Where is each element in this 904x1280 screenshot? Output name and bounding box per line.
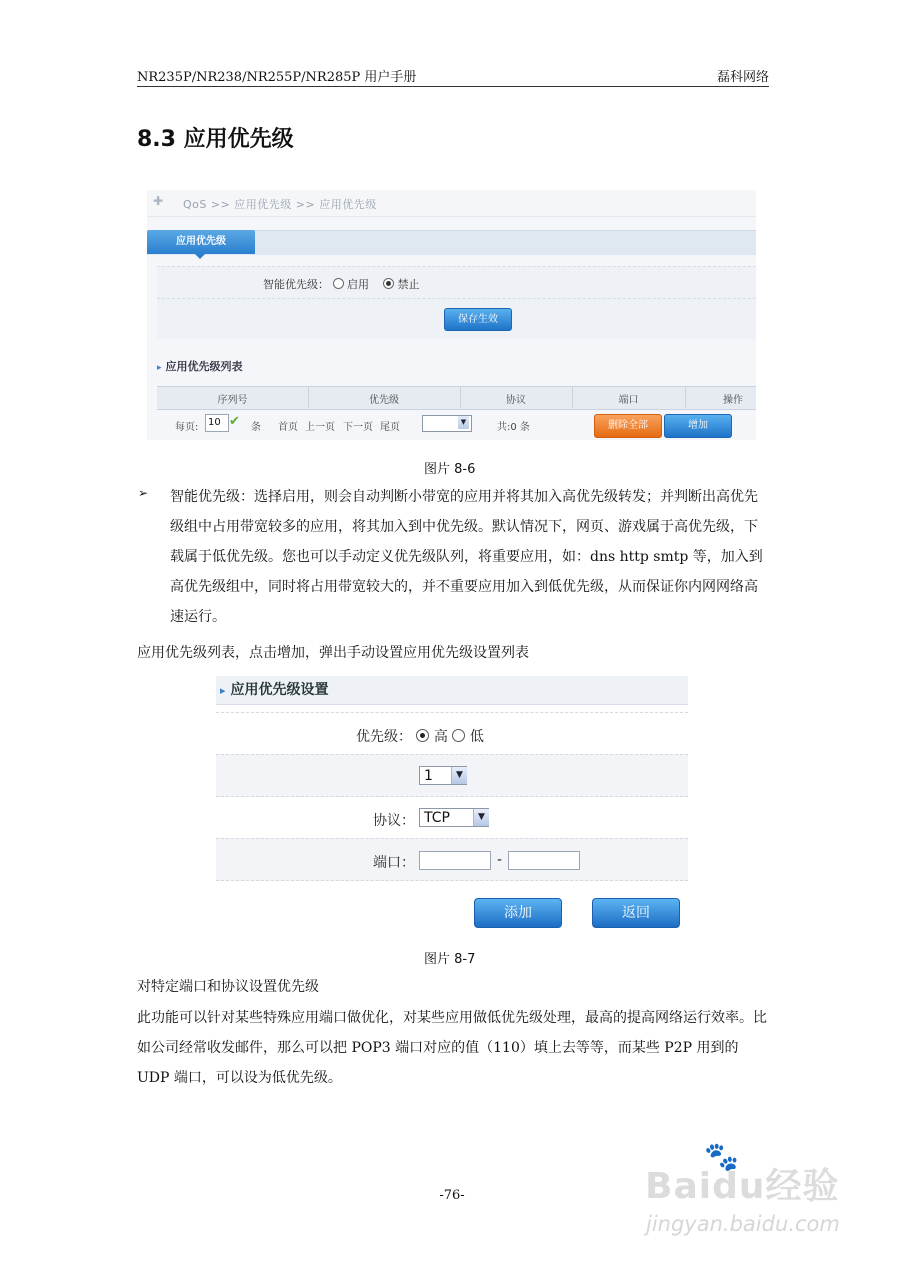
radio-enable[interactable] [333,278,344,289]
smart-priority-label: 智能优先级： [263,278,329,291]
priority-settings-screenshot [216,676,688,932]
port-dash: - [497,852,503,868]
first-page-link[interactable]: 首页 [278,422,298,433]
protocol-select[interactable]: TCP [419,808,489,827]
total-count: 共:0 条 [497,422,530,433]
last-page-link[interactable]: 尾页 [380,422,400,433]
page-number: -76- [439,1188,465,1203]
chevron-down-icon[interactable]: ▼ [473,809,489,826]
radio-disable-label: 禁止 [397,278,420,291]
settings-title: ▸ 应用优先级设置 [220,679,329,699]
port-protocol-description: 此功能可以针对某些特殊应用端口做优化，对某些应用做低优先级处理，最高的提高网络运行效率。比如公司经常收发邮件，那么可以把 POP3 端口对应的值（110）填上去等等，而某些 P2P 用到的 UDP 端口，可以设为低优先级。 [137,1010,767,1086]
priority-field [356,726,484,746]
col-priority: 优先级 [369,395,399,406]
bullet-arrow-icon: ➢ [138,486,149,500]
col-divider [685,386,686,408]
per-page-label: 每页: [175,422,199,433]
smart-priority-field [263,276,420,292]
port-label: 端口： [373,855,415,871]
radio-high[interactable] [416,729,429,742]
radio-high-label: 高 [433,729,448,745]
per-page-input[interactable]: 10 [205,414,229,432]
prev-page-link[interactable]: 上一页 [305,422,335,433]
next-page-link[interactable]: 下一页 [343,422,373,433]
back-button[interactable]: 返回 [592,898,680,928]
add-entry-button[interactable]: 添加 [474,898,562,928]
radio-low[interactable] [452,729,465,742]
tab-app-priority[interactable]: 应用优先级 [147,230,255,254]
section-title: 8.3 应用优先级 [137,127,294,152]
col-action: 操作 [723,395,743,406]
chevron-down-icon[interactable]: ▼ [458,416,469,429]
add-button[interactable]: 增加 [664,414,732,438]
save-button[interactable]: 保存生效 [444,308,512,331]
breadcrumb[interactable]: QoS >> 应用优先级 >> 应用优先级 [183,198,377,211]
figure-caption: 图片 8-7 [424,952,476,967]
port-to-input[interactable] [508,851,580,870]
radio-enable-label: 启用 [347,278,369,291]
radio-disable[interactable] [383,278,394,289]
port-from-input[interactable] [419,851,491,870]
smart-priority-description: 智能优先级：选择启用，则会自动判断小带宽的应用并将其加入高优先级转发；并判断出高优先级组中占用带宽较多的应用，将其加入到中优先级。默认情况下，网页、游戏属于高优先级，下载属于低优先级。您也可以手动定义优先级队列，将重要应用，如：dns http smtp 等，加入到高优先级组中，同时将占用带宽较大的，并不重要应用加入到低优先级，从而保证你内网网络高速运行。 [170,489,763,625]
smart-priority-row [157,266,756,299]
priority-label: 优先级： [356,729,412,745]
check-icon[interactable]: ✔ [229,414,240,429]
chevron-down-icon[interactable]: ▼ [451,767,467,784]
header-divider [137,86,769,87]
paw-icon: 🐾 [704,1140,739,1173]
app-priority-screenshot [147,190,756,440]
figure-caption: 图片 8-6 [424,462,476,477]
list-title: ▸ 应用优先级列表 [157,358,243,374]
col-index: 序列号 [217,395,248,406]
manual-title: NR235P/NR238/NR255P/NR285P 用户手册 [137,70,417,85]
watermark-url: jingyan.baidu.com [646,1212,840,1236]
list-intro-text: 应用优先级列表，点击增加，弹出手动设置应用优先级设置列表 [137,645,529,661]
delete-all-button[interactable]: 删除全部 [594,414,662,438]
radio-low-label: 低 [469,729,484,745]
protocol-label: 协议： [373,813,415,829]
col-protocol: 协议 [506,395,526,406]
tab-pointer-icon [195,254,205,259]
col-port: 端口 [618,395,639,406]
per-page-unit: 条 [251,422,261,433]
watermark-logo: Baidu经验 [645,1166,840,1207]
plus-icon: ✚ [153,194,164,208]
brand-name: 磊科网络 [716,70,769,85]
index-select[interactable]: 1 [419,766,467,785]
port-protocol-heading: 对特定端口和协议设置优先级 [137,979,319,995]
